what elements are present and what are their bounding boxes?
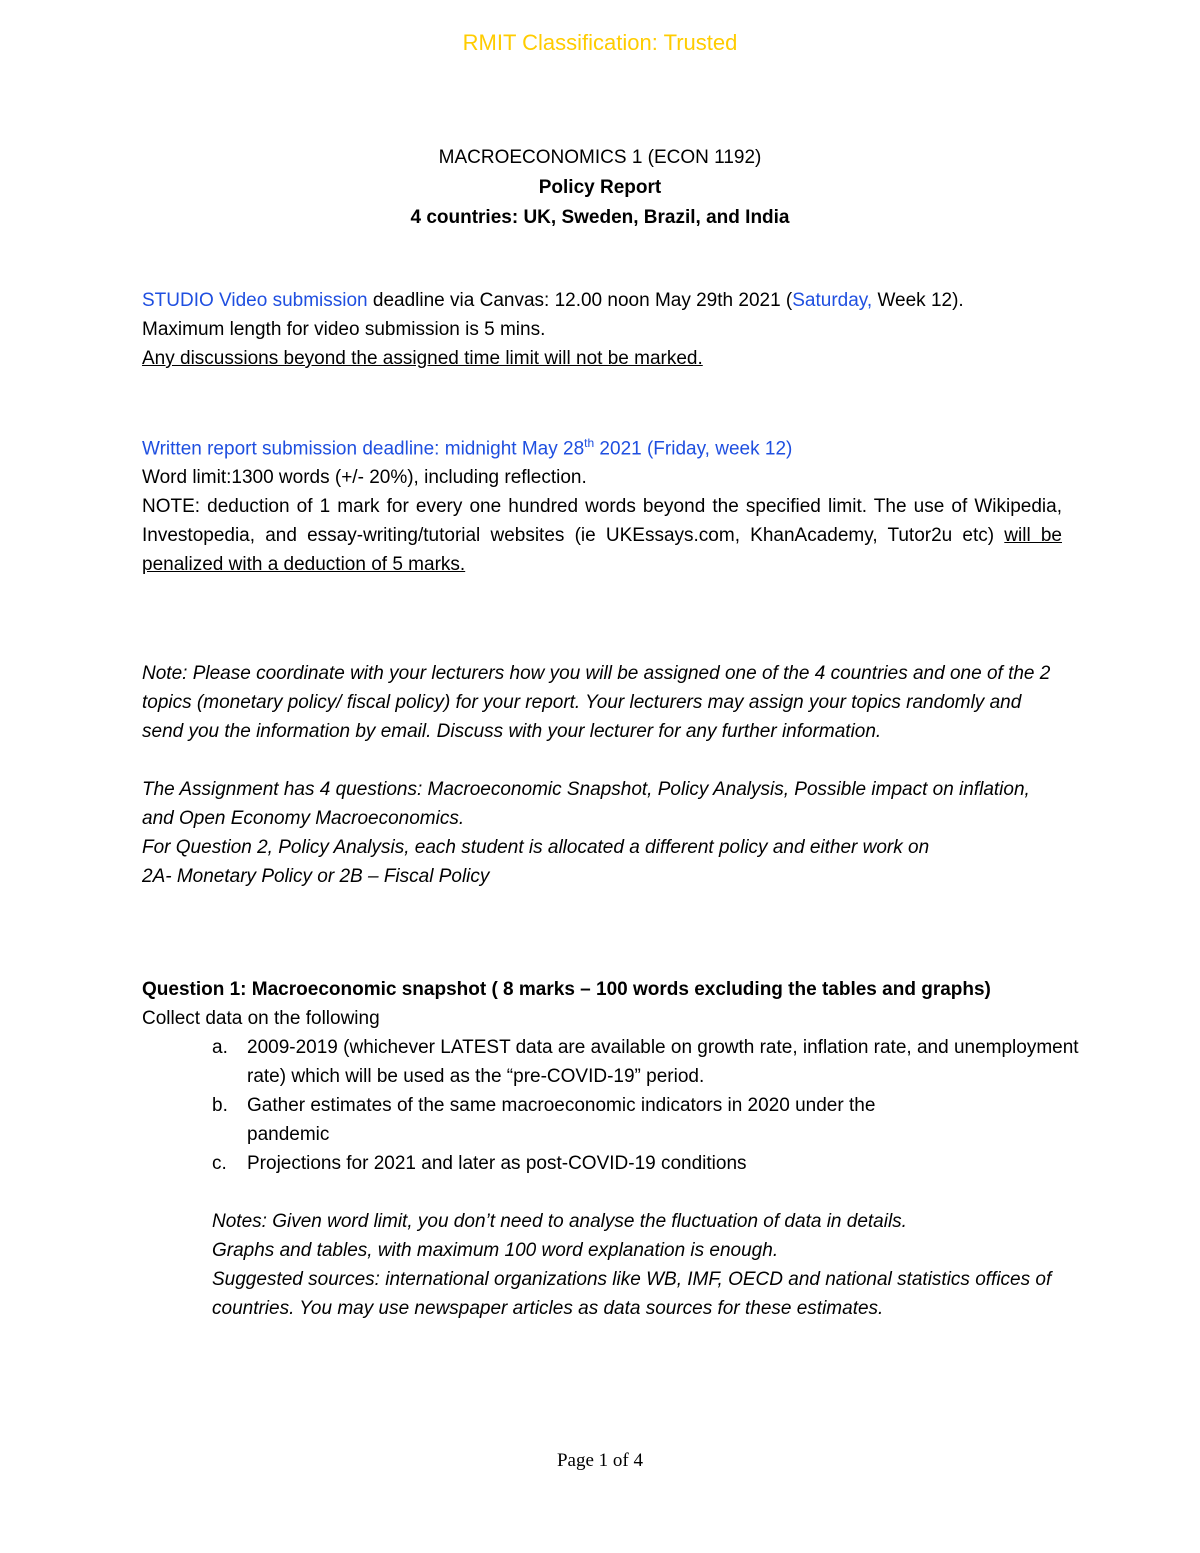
video-day: Saturday, (792, 290, 873, 311)
video-max-length: Maximum length for video submission is 5 mins. (142, 319, 546, 340)
written-deadline (142, 429, 1062, 463)
list-item-text: Gather estimates of the same macroeconomic indicators in 2020 under the pandemic (247, 1095, 876, 1145)
written-deadline-pre: Written report submission deadline: midnight May 28 (142, 438, 585, 460)
list-item (142, 1149, 1062, 1178)
video-deadline (142, 286, 1062, 315)
penalty-text: will be penalized with a deduction of 5 marks. (142, 525, 1062, 576)
assignment-note: The Assignment has 4 questions: Macroeconomic Snapshot, Policy Analysis, Possible impact on inflation, and Open Economy Macroeconomics. (142, 779, 1030, 829)
list-item-text: 2009-2019 (whichever LATEST data are available on growth rate, inflation rate, and unemployment rate) which will be used as the “pre-COVID-19” period. (247, 1037, 1079, 1087)
deduction-note-text: NOTE: deduction of 1 mark for every one hundred words beyond the specified limit. The use of Wikipedia, Investopedia, and essay-writing/tutorial websites (ie UKEssays.com, KhanAcademy, Tutor2u etc) (142, 496, 1062, 547)
question1-section (142, 975, 1079, 1323)
video-deadline-text: deadline via Canvas: 12.00 noon May 29th 2021 ( (367, 290, 793, 311)
question2-note-1: For Question 2, Policy Analysis, each student is allocated a different policy and either work on (142, 837, 930, 858)
list-marker: a. (212, 1037, 228, 1058)
video-warning: Any discussions beyond the assigned time limit will not be marked. (142, 348, 703, 369)
notes-line-1: Notes: Given word limit, you don’t need to analyse the fluctuation of data in details. (212, 1211, 907, 1232)
deduction-note (142, 492, 1062, 579)
notes-section (142, 659, 1062, 891)
video-label: STUDIO Video submission (142, 290, 368, 311)
countries-title: 4 countries: UK, Sweden, Brazil, and India (410, 207, 790, 228)
notes-line-2: Graphs and tables, with maximum 100 word explanation is enough. (212, 1240, 779, 1261)
question1-notes (142, 1207, 1052, 1323)
list-item (142, 1033, 1092, 1091)
coordinate-note: Note: Please coordinate with your lecturers how you will be assigned one of the 4 countries and one of the 2 topics (monetary policy/ fiscal policy) for your report. Your lecturers may assign your topics randomly and send you the information by email. Discuss with your lecturer for any further information. (142, 663, 1051, 742)
question1-list (142, 1033, 1079, 1178)
page-footer: Page 1 of 4 (556, 1450, 643, 1471)
written-deadline-sup: th (584, 436, 595, 450)
question1-intro: Collect data on the following (142, 1008, 380, 1029)
list-marker: b. (212, 1095, 228, 1116)
written-deadline-post: 2021 (Friday, week 12) (594, 438, 793, 460)
word-limit: Word limit:1300 words (+/- 20%), including reflection. (142, 467, 587, 489)
list-item-text: Projections for 2021 and later as post-COVID-19 conditions (247, 1153, 747, 1174)
written-section (142, 429, 1062, 579)
question2-note-2: 2A- Monetary Policy or 2B – Fiscal Policy (142, 866, 490, 887)
list-item (142, 1091, 947, 1149)
list-marker: c. (212, 1153, 227, 1174)
question1-heading: Question 1: Macroeconomic snapshot ( 8 marks – 100 words excluding the tables and graphs) (142, 979, 991, 1000)
report-title: Policy Report (538, 177, 662, 198)
course-title: MACROECONOMICS 1 (ECON 1192) (438, 147, 762, 168)
classification-header: RMIT Classification: Trusted (462, 30, 738, 55)
video-section (142, 286, 1062, 373)
notes-line-3: Suggested sources: international organizations like WB, IMF, OECD and national statistics offices of countries. You may use newspaper articles as data sources for these estimates. (212, 1269, 1052, 1319)
title-block (0, 143, 1200, 233)
video-week: Week 12). (872, 290, 964, 311)
